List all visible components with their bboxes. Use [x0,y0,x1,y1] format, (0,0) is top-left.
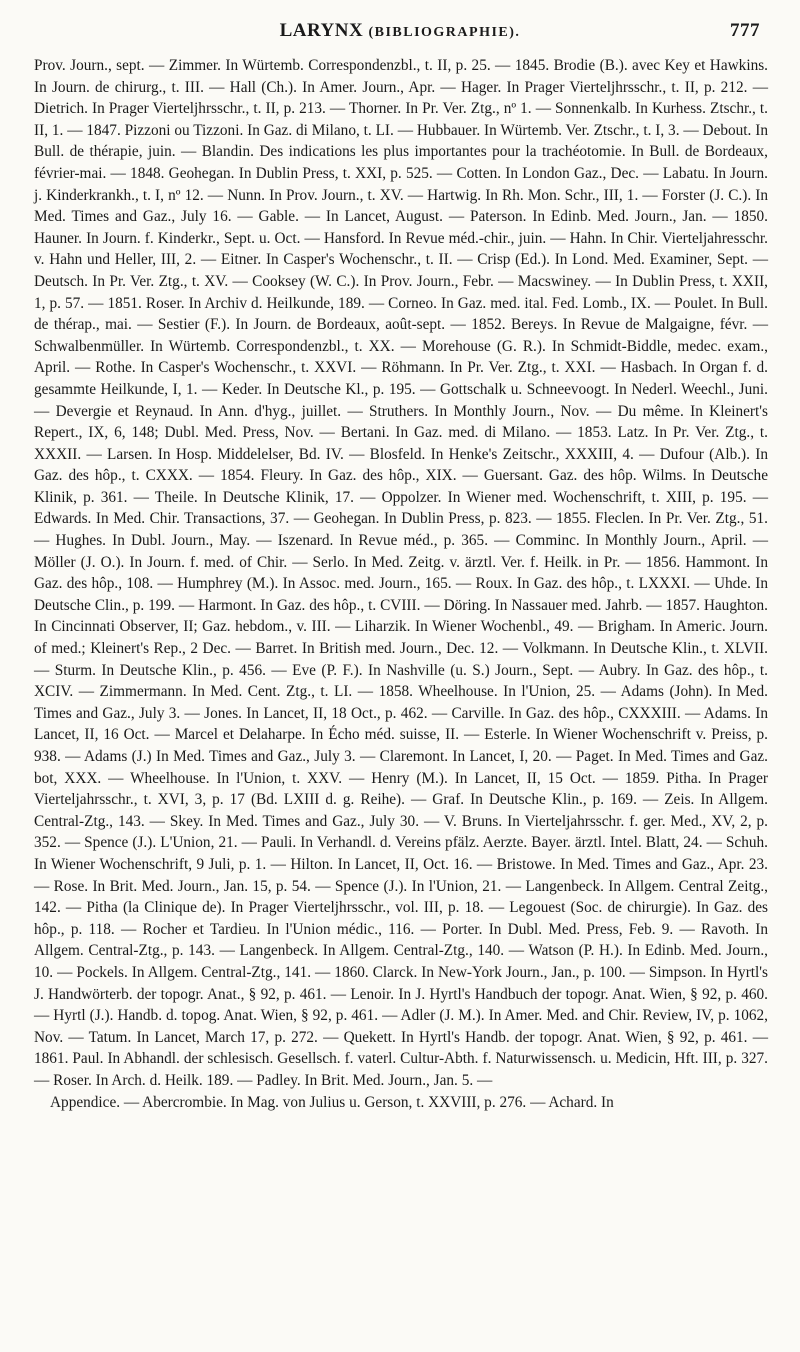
bibliography-text [34,55,768,1113]
running-title-main: LARYNX [279,20,364,41]
page-header [0,20,800,48]
page-number: 777 [730,20,760,41]
appendix-paragraph: Appendice. — Abercrombie. In Mag. von Julius u. Gerson, t. XXVIII, p. 276. — Achard. In [50,1093,614,1111]
running-title [0,20,800,42]
bibliography-paragraph: Prov. Journ., sept. — Zimmer. In Würtemb. Correspondenzbl., t. II, p. 25. — 1845. Brodie (B.). avec Key et Hawkins. In Journ. de chirurg., t. III. — Hall (Ch.). In Amer. Journ., Apr. — Hager. In Prager Vierteljhrsschr., t. II, p. 212. — Dietrich. In Prager Vierteljhrsschr., t. II, p. 213. — Thorner. In Pr. Ver. Ztg., nº 1. — Sonnenkalb. In Kurhess. Ztschr., t. II, 1. — 1847. Pizzoni ou Tizzoni. In Gaz. di Milano, t. LI. — Hubbauer. In Würtemb. Ver. Ztschr., t. I, 3. — Debout. In Bull. de thérapie, juin. — Blandin. Des indications les plus importantes pour la trachéotomie. In Bull. de Bordeaux, février-mai. — 1848. Geohegan. In Dublin Press, t. XXI, p. 525. — Cotten. In London Gaz., Dec. — Labatu. In Journ. j. Kinderkrankh., t. I, nº 12. — Nunn. In Prov. Journ., t. XV. — Hartwig. In Rh. Mon. Schr., III, 1. — Forster (J. C.). In Med. Times and Gaz., July 16. — Gable. — In Lancet, August. — Paterson. In Edinb. Med. Journ., Jan. — 1850. Hauner. In Journ. f. Kinderkr., Sept. u. Oct. — Hansford. In Revue méd.-chir., juin. — Hahn. In Chir. Vierteljahresschr. v. Hahn und Heller, III, 2. — Eitner. In Casper's Wochenschr., t. II. — Crisp (Ed.). In Lond. Med. Examiner, Sept. — Deutsch. In Pr. Ver. Ztg., t. XV. — Cooksey (W. C.). In Prov. Journ., Febr. — Macswiney. — In Dublin Press, t. XXII, 1, p. 57. — 1851. Roser. In Archiv d. Heilkunde, 189. — Corneo. In Gaz. med. ital. Fed. Lomb., IX. — Poulet. In Bull. de thérap., mai. — Sestier (F.). In Journ. de Bordeaux, août-sept. — 1852. Bereys. In Revue de Malgaigne, févr. — Schwalbenmüller. In Würtemb. Correspondenzbl., t. XX. — Morehouse (G. R.). In Schmidt-Biddle, medec. exam., April. — Rothe. In Casper's Wochenschr., t. XXVI. — Röhmann. In Pr. Ver. Ztg., t. XXI. — Hasbach. In Organ f. d. gesammte Heilkunde, I, 1. — Keder. In Deutsche Kl., p. 195. — Gottschalk u. Schneevoogt. In Nederl. Weechl., Juni. — Devergie et Reynaud. In Ann. d'hyg., juillet. — Struthers. In Monthly Journ., Nov. — Du même. In Kleinert's Repert., IX, 6, 148; Dubl. Med. Press, Nov. — Bertani. In Gaz. med. di Milano. — 1853. Latz. In Pr. Ver. Ztg., t. XXXII. — Larsen. In Hosp. Middelelser, Bd. IV. — Blosfeld. In Henke's Zeitschr., XXXIII, 4. — Dufour (Alb.). In Gaz. des hôp., t. CXXX. — 1854. Fleury. In Gaz. des hôp., XIX. — Guersant. Gaz. des hôp. Wilms. In Deutsche Klinik, p. 361. — Theile. In Deutsche Klinik, 17. — Oppolzer. In Wiener med. Wochenschrift, t. XIII, p. 195. — Edwards. In Med. Chir. Transactions, 37. — Geohegan. In Dublin Press, p. 823. — 1855. Fleclen. In Pr. Ver. Ztg., 51. — Hughes. In Dubl. Journ., May. — Iszenard. In Revue méd., p. 365. — Comminc. In Monthly Journ., April. — Möller (J. O.). In Journ. f. med. of Chir. — Serlo. In Med. Zeitg. v. ärztl. Ver. f. Heilk. in Pr. — 1856. Hammont. In Gaz. des hôp., 108. — Humphrey (M.). In Assoc. med. Journ., 165. — Roux. In Gaz. des hôp., t. LXXXI. — Uhde. In Deutsche Clin., p. 199. — Harmont. In Gaz. des hôp., t. CVIII. — Döring. In Nassauer med. Jahrb. — 1857. Haughton. In Cincinnati Observer, II; Gaz. hebdom., v. III. — Liharzik. In Wiener Wochenbl., 49. — Brigham. In Americ. Journ. of med.; Kleinert's Rep., 2 Dec. — Barret. In British med. Journ., Dec. 12. — Volkmann. In Deutsche Klin., t. XLVII. — Sturm. In Deutsche Klin., p. 456. — Eve (P. F.). In Nashville (u. S.) Journ., Sept. — Aubry. In Gaz. des hôp., t. XCIV. — Zimmermann. In Med. Cent. Ztg., t. LI. — 1858. Wheelhouse. In l'Union, 25. — Adams (John). In Med. Times and Gaz., July 3. — Jones. In Lancet, II, 18 Oct., p. 462. — Carville. In Gaz. des hôp., CXXXIII. — Adams. In Lancet, II, 16 Oct. — Marcel et Delaharpe. In Écho méd. suisse, II. — Esterle. In Wiener Wochenschrift v. Preiss, p. 938. — Adams (J.) In Med. Times and Gaz., July 3. — Claremont. In Lancet, I, 20. — Paget. In Med. Times and Gaz. bot, XXX. — Wheelhouse. In l'Union, t. XXV. — Henry (M.). In Lancet, II, 15 Oct. — 1859. Pitha. In Prager Vierteljahrsschr., t. XVI, 3, p. 17 (Bd. LXIII d. g. Reihe). — Graf. In Deutsche Klin., p. 169. — Zeis. In Allgem. Central-Ztg., 143. — Skey. In Med. Times and Gaz., July 30. — V. Bruns. In Vierteljahrsschr. f. ger. Med., XV, 2, p. 352. — Spence (J.). L'Union, 21. — Pauli. In Verhandl. d. Vereins pfälz. Aerzte. Bayer. ärztl. Intel. Blatt, 24. — Schuh. In Wiener Wochenschrift, 9 Juli, p. 1. — Hilton. In Lancet, II, Oct. 16. — Bristowe. In Med. Times and Gaz., Apr. 23. — Rose. In Brit. Med. Journ., Jan. 15, p. 54. — Spence (J.). In l'Union, 21. — Langenbeck. In Allgem. Central Zeitg., 142. — Pitha (la Clinique de). In Prager Vierteljhrsschr., vol. III, p. 18. — Legouest (Soc. de chirurgie). In Gaz. des hôp., p. 118. — Rocher et Tardieu. In l'Union médic., 116. — Porter. In Dubl. Med. Press, Feb. 9. — Ravoth. In Allgem. Central-Ztg., p. 143. — Langenbeck. In Allgem. Central-Ztg., 140. — Watson (P. H.). In Edinb. Med. Journ., 10. — Pockels. In Allgem. Central-Ztg., 141. — 1860. Clarck. In New-York Journ., Jan., p. 100. — Simpson. In Hyrtl's J. Handwörterb. der topogr. Anat., § 92, p. 461. — Lenoir. In J. Hyrtl's Handbuch der topogr. Anat. Wien, § 92, p. 460. — Hyrtl (J.). Handb. d. topog. Anat. Wien, § 92, p. 461. — Adler (J. M.). In Amer. Med. and Chir. Review, IV, p. 1062, Nov. — Tatum. In Lancet, March 17, p. 272. — Quekett. In Hyrtl's Handb. der topogr. Anat. Wien, § 92, p. 461. — 1861. Paul. In Abhandl. der schlesisch. Gesellsch. f. vaterl. Cultur-Abth. f. Naturwissensch. u. Medicin, Hft. III, p. 327. — Roser. In Arch. d. Heilk. 189. — Padley. In Brit. Med. Journ., Jan. 5. — [34,57,768,1089]
running-title-sub: (BIBLIOGRAPHIE). [368,25,521,40]
